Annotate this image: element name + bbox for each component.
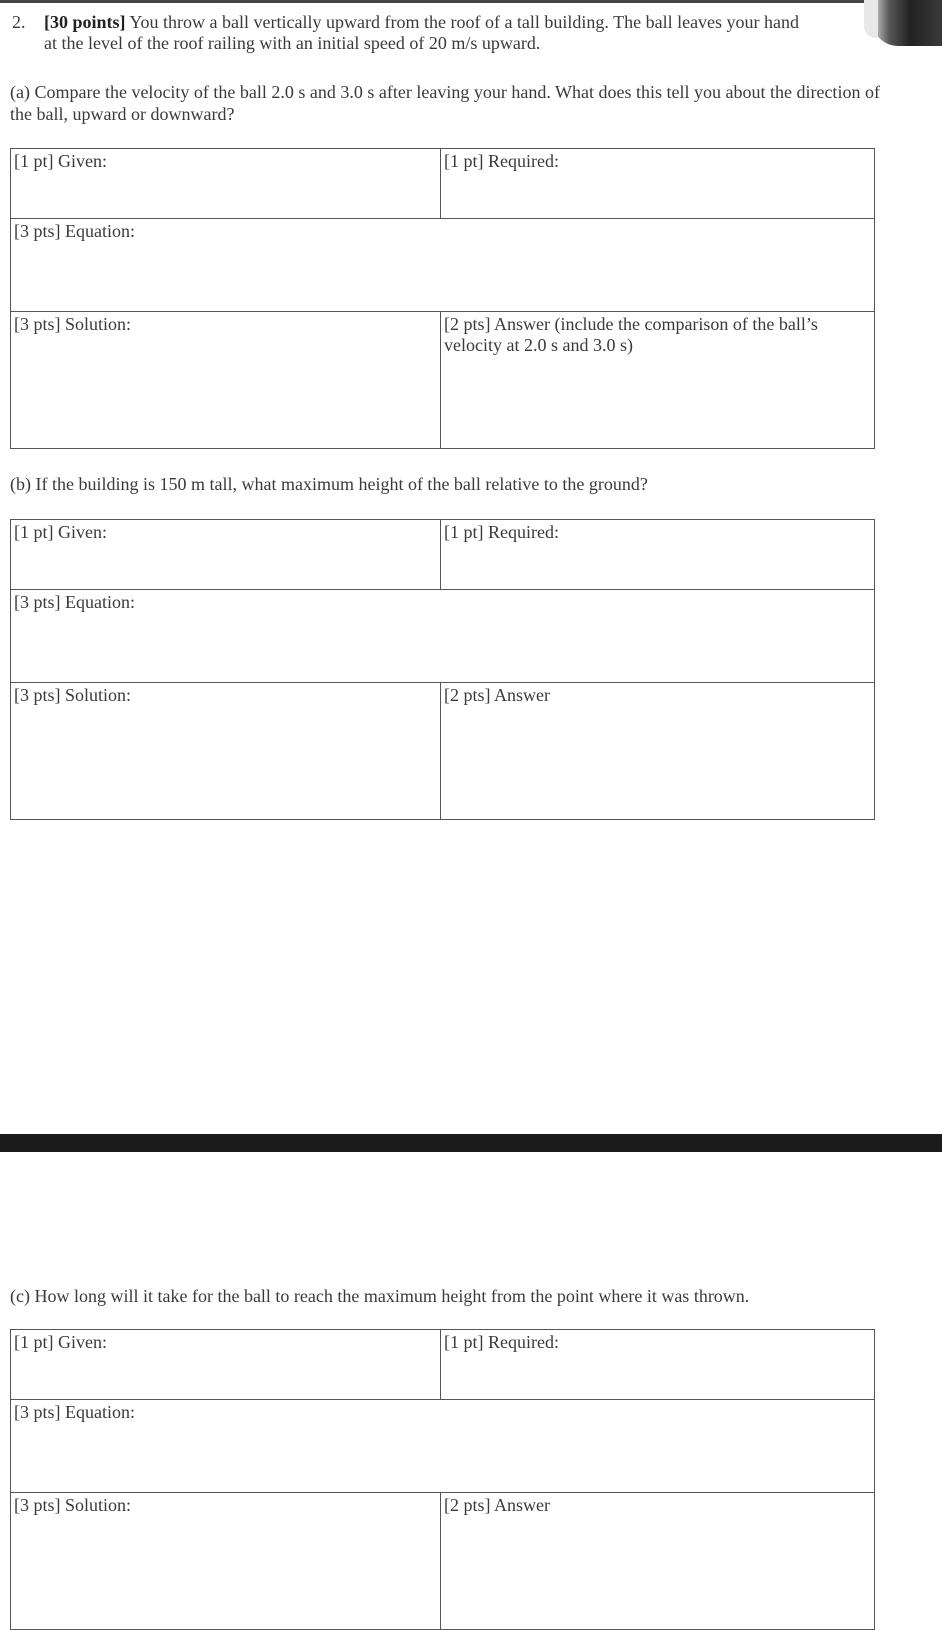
part-a-prompt: (a) Compare the velocity of the ball 2.0 s and 3.0 s after leaving your hand. What does this tell you about the direction of the ball, upward or downward? bbox=[10, 82, 880, 124]
part-a-given-cell[interactable]: [1 pt] Given: bbox=[11, 149, 441, 219]
part-b-answer-cell[interactable]: [2 pts] Answer bbox=[441, 683, 875, 820]
part-c-solution-cell[interactable]: [3 pts] Solution: bbox=[11, 1493, 441, 1630]
part-c-answer-cell[interactable]: [2 pts] Answer bbox=[441, 1493, 875, 1630]
page-divider bbox=[0, 1134, 942, 1152]
part-a-answer-cell[interactable]: [2 pts] Answer (include the comparison of the ball’s velocity at 2.0 s and 3.0 s) bbox=[441, 312, 875, 449]
part-b-given-cell[interactable]: [1 pt] Given: bbox=[11, 520, 441, 590]
part-b-solution-cell[interactable]: [3 pts] Solution: bbox=[11, 683, 441, 820]
question-header bbox=[12, 12, 872, 54]
part-a-required-cell[interactable]: [1 pt] Required: bbox=[441, 149, 875, 219]
question-points: [30 points] bbox=[44, 12, 126, 32]
part-c-given-cell[interactable]: [1 pt] Given: bbox=[11, 1330, 441, 1400]
part-b-required-cell[interactable]: [1 pt] Required: bbox=[441, 520, 875, 590]
part-b-equation-cell[interactable]: [3 pts] Equation: bbox=[11, 590, 875, 683]
question-text-line1: You throw a ball vertically upward from the roof of a tall building. The ball leaves your hand bbox=[129, 12, 800, 32]
question-number: 2. bbox=[12, 12, 26, 32]
page-curl-corner bbox=[872, 0, 942, 46]
part-a-answer-table bbox=[10, 148, 875, 449]
part-a-equation-cell[interactable]: [3 pts] Equation: bbox=[11, 219, 875, 312]
question-text-line2: at the level of the roof railing with an initial speed of 20 m/s upward. bbox=[44, 33, 541, 53]
part-b-answer-table bbox=[10, 519, 875, 820]
part-c-answer-table bbox=[10, 1329, 875, 1630]
part-c-equation-cell[interactable]: [3 pts] Equation: bbox=[11, 1400, 875, 1493]
part-b-prompt: (b) If the building is 150 m tall, what maximum height of the ball relative to the ground? bbox=[10, 474, 648, 494]
part-a-solution-cell[interactable]: [3 pts] Solution: bbox=[11, 312, 441, 449]
part-c-required-cell[interactable]: [1 pt] Required: bbox=[441, 1330, 875, 1400]
part-c-prompt: (c) How long will it take for the ball to reach the maximum height from the point where it was thrown. bbox=[10, 1286, 750, 1306]
top-border bbox=[0, 0, 942, 3]
